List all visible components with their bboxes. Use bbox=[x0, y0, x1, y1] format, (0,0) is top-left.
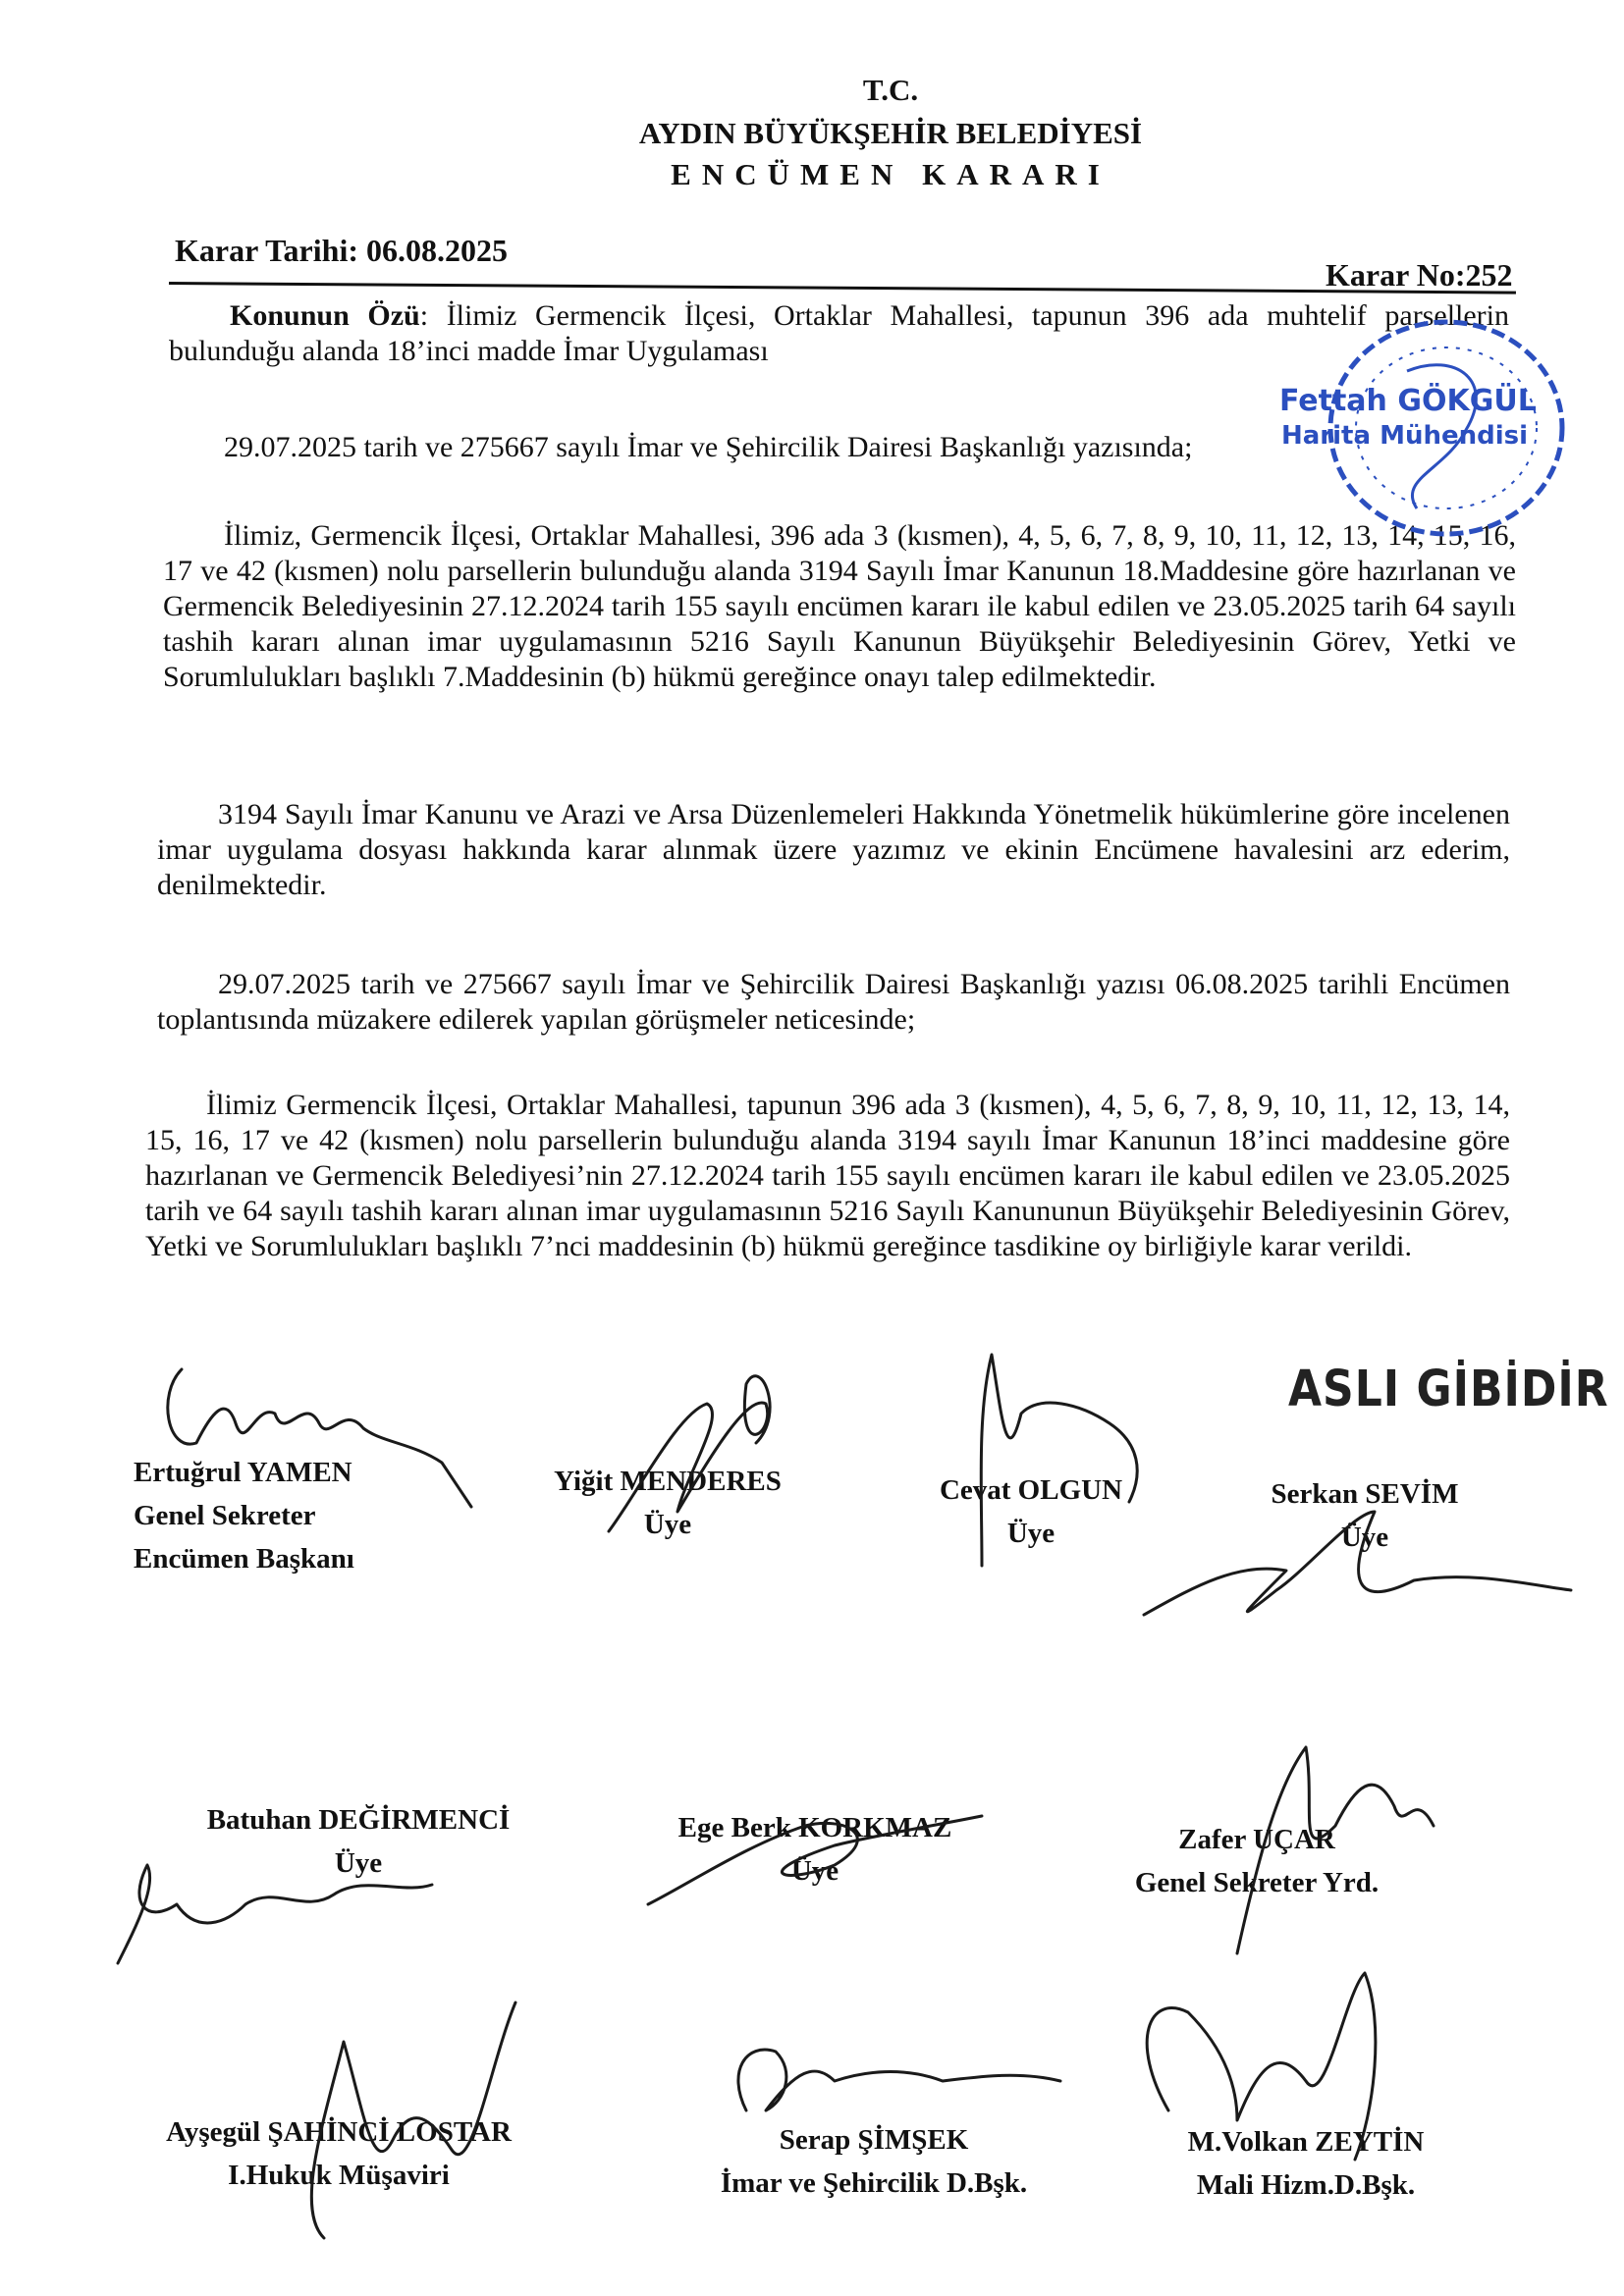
signatory-10 bbox=[1159, 2120, 1453, 2207]
signatory-name: Cevat OLGUN bbox=[939, 1474, 1123, 1506]
body-paragraph-1: 29.07.2025 tarih ve 275667 sayılı İmar ve Şehircilik Dairesi Başkanlığı yazısında; bbox=[224, 431, 1193, 463]
body-paragraph-2: İlimiz, Germencik İlçesi, Ortaklar Mahallesi, 396 ada 3 (kısmen), 4, 5, 6, 7, 8, 9, 10, 11, 12, 13, 14, 15, 16, 17 ve 42 (kısmen) nolu parsellerin bulunduğu alanda 3194 Sayılı İmar Kanunun 18.Maddesine göre hazırlanan ve Germencik Belediyesinin 27.12.2024 tarih 155 sayılı encümen kararı ile kabul edilen ve 23.05.2025 tarih 64 sayılı tashih kararı alınan imar uygulamasının 5216 Sayılı Kanunun Büyükşehir Belediyesinin Görev, Yetki ve Sorumlulukları başlıklı 7.Maddesinin (b) hükmü gereğince onayı talep edilmektedir. bbox=[163, 519, 1516, 693]
signatory-name: Ayşegül ŞAHİNCİ LOSTAR bbox=[166, 2116, 512, 2148]
signatory-title: Üye bbox=[643, 1509, 692, 1540]
signatory-3 bbox=[913, 1468, 1149, 1555]
seal-title: Harita Mühendisi bbox=[1281, 421, 1529, 451]
body-paragraph-4: 29.07.2025 tarih ve 275667 sayılı İmar ve Şehircilik Dairesi Başkanlığı yazısı 06.08.2025 tarihli Encümen toplantısında müzakere edilerek yapılan görüşmeler neticesinde; bbox=[157, 968, 1510, 1036]
signatory-title: I.Hukuk Müşaviri bbox=[228, 2160, 450, 2191]
signatory-name: Ege Berk KORKMAZ bbox=[677, 1812, 952, 1843]
signatory-name: Batuhan DEĞİRMENCİ bbox=[206, 1804, 511, 1836]
seal-name: Fettah GÖKGÜL bbox=[1279, 384, 1537, 418]
signatory-name: Serkan SEVİM bbox=[1271, 1478, 1459, 1510]
signatory-title: Genel Sekreter bbox=[134, 1500, 316, 1531]
signatory-title: Üye bbox=[1006, 1518, 1056, 1549]
signatory-title: İmar ve Şehircilik D.Bşk. bbox=[720, 2167, 1028, 2199]
signatory-6 bbox=[648, 1806, 982, 1893]
header-rule bbox=[169, 282, 1516, 294]
signatory-name: Zafer UÇAR bbox=[1178, 1824, 1335, 1855]
signatory-8 bbox=[128, 2110, 550, 2197]
signatory-1 bbox=[134, 1451, 354, 1580]
header-doc-type: ENCÜMEN KARARI bbox=[671, 157, 1110, 191]
signatory-name: Serap ŞİMŞEK bbox=[779, 2124, 969, 2156]
signatory-title: Genel Sekreter Yrd. bbox=[1134, 1867, 1380, 1898]
signatory-7 bbox=[1100, 1818, 1414, 1904]
signatory-title: Üye bbox=[334, 1847, 383, 1879]
decision-date: Karar Tarihi: 06.08.2025 bbox=[175, 233, 508, 268]
signatory-9 bbox=[677, 2118, 1070, 2205]
signatory-name: Ertuğrul YAMEN bbox=[134, 1457, 352, 1488]
certified-copy-stamp: ASLI GİBİDİR bbox=[1288, 1361, 1609, 1418]
signatory-title: Üye bbox=[1340, 1522, 1389, 1553]
subject-text: : İlimiz Germencik İlçesi, Ortaklar Mahallesi, tapunun 396 ada muhtelif parsellerin bulunduğu alanda 18’inci madde İmar Uygulaması bbox=[169, 299, 1510, 367]
subject-label: Konunun Özü bbox=[230, 299, 420, 332]
signatory-name: M.Volkan ZEYTİN bbox=[1187, 2126, 1425, 2158]
signatory-5 bbox=[147, 1798, 569, 1885]
signatory-title: Üye bbox=[790, 1855, 839, 1887]
decision-number: Karar No:252 bbox=[1326, 257, 1513, 293]
signatory-name: Yiğit MENDERES bbox=[554, 1466, 782, 1497]
signatory-4 bbox=[1247, 1472, 1483, 1559]
header-institution: AYDIN BÜYÜKŞEHİR BELEDİYESİ bbox=[638, 116, 1143, 150]
signatory-2 bbox=[530, 1460, 805, 1546]
signatory-title-2: Encümen Başkanı bbox=[134, 1543, 354, 1575]
signatory-title: Mali Hizm.D.Bşk. bbox=[1196, 2169, 1416, 2201]
signature-stroke-9 bbox=[738, 2050, 1060, 2110]
body-paragraph-5: İlimiz Germencik İlçesi, Ortaklar Mahallesi, tapunun 396 ada 3 (kısmen), 4, 5, 6, 7, 8, 9, 10, 11, 12, 13, 14, 15, 16, 17 ve 42 (kısmen) nolu parsellerin bulunduğu alanda 3194 sayılı İmar Kanunun 18’inci maddesine göre hazırlanan ve Germencik Belediyesi’nin 27.12.2024 tarih 155 sayılı encümen kararı ile kabul edilen ve 23.05.2025 tarih ve 64 sayılı tashih kararı alınan imar uygulamasının 5216 Sayılı Kanununun Büyükşehir Belediyesinin Görev, Yetki ve Sorumlulukları başlıklı 7’nci maddesinin (b) hükmü gereğince tasdikine oy birliğiyle karar verildi. bbox=[145, 1089, 1510, 1262]
header-country: T.C. bbox=[862, 73, 919, 107]
engineer-seal bbox=[1260, 312, 1574, 558]
body-paragraph-3: 3194 Sayılı İmar Kanunu ve Arazi ve Arsa Düzenlemeleri Hakkında Yönetmelik hükümlerine göre incelenen imar uygulama dosyası hakkında karar alınmak üzere yazımız ve ekinin Encümene havalesini arz ederim, denilmektedir. bbox=[157, 798, 1510, 901]
